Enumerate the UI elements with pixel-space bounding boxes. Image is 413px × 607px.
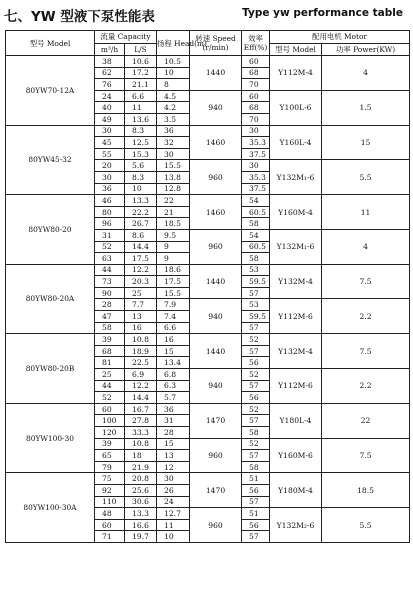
flow-m3h-cell: 52 (95, 392, 125, 404)
motor-model-cell: Y112M-6 (270, 369, 322, 404)
head-cell: 9.5 (157, 229, 190, 241)
flow-m3h-cell: 90 (95, 287, 125, 299)
flow-m3h-cell: 80 (95, 206, 125, 218)
head-cell: 8 (157, 79, 190, 91)
flow-ls-cell: 6.9 (125, 369, 157, 381)
flow-ls-cell: 18 (125, 450, 157, 462)
head-cell: 6.6 (157, 322, 190, 334)
efficiency-cell: 30 (242, 160, 270, 172)
motor-model-cell: Y132M₁-6 (270, 229, 322, 264)
efficiency-cell: 30 (242, 125, 270, 137)
flow-ls-cell: 13.6 (125, 113, 157, 125)
table-row (6, 195, 410, 207)
efficiency-cell: 57 (242, 287, 270, 299)
head-cell: 32 (157, 137, 190, 149)
flow-ls-cell: 30.6 (125, 496, 157, 508)
efficiency-cell: 52 (242, 403, 270, 415)
motor-model-cell: Y180L-4 (270, 403, 322, 438)
flow-m3h-cell: 79 (95, 461, 125, 473)
flow-m3h-cell: 81 (95, 357, 125, 369)
efficiency-cell: 52 (242, 438, 270, 450)
flow-m3h-cell: 68 (95, 345, 125, 357)
efficiency-cell: 59.5 (242, 311, 270, 323)
flow-ls-cell: 14.4 (125, 392, 157, 404)
head-cell: 5.7 (157, 392, 190, 404)
speed-cell: 1460 (190, 125, 242, 160)
efficiency-cell: 54 (242, 195, 270, 207)
efficiency-cell: 51 (242, 473, 270, 485)
head-cell: 16 (157, 334, 190, 346)
flow-ls-cell: 5.6 (125, 160, 157, 172)
flow-m3h-cell: 120 (95, 427, 125, 439)
pump-model-cell: 80YW100-30 (6, 403, 95, 473)
speed-cell: 960 (190, 508, 242, 543)
efficiency-cell: 70 (242, 113, 270, 125)
efficiency-cell: 57 (242, 496, 270, 508)
motor-power-cell: 11 (322, 195, 410, 230)
table-row (6, 473, 410, 485)
efficiency-cell: 53 (242, 264, 270, 276)
flow-m3h-cell: 65 (95, 450, 125, 462)
flow-m3h-cell: 30 (95, 171, 125, 183)
head-cell: 15.5 (157, 287, 190, 299)
efficiency-cell: 57 (242, 531, 270, 543)
header-head: 扬程 Head(m) (157, 31, 190, 56)
flow-m3h-cell: 60 (95, 403, 125, 415)
motor-power-cell: 1.5 (322, 90, 410, 125)
efficiency-cell: 54 (242, 229, 270, 241)
efficiency-cell: 56 (242, 357, 270, 369)
motor-model-cell: Y132M-4 (270, 334, 322, 369)
efficiency-cell: 52 (242, 334, 270, 346)
flow-m3h-cell: 31 (95, 229, 125, 241)
head-cell: 36 (157, 125, 190, 137)
flow-m3h-cell: 39 (95, 438, 125, 450)
flow-ls-cell: 25 (125, 287, 157, 299)
motor-power-cell: 5.5 (322, 508, 410, 543)
flow-m3h-cell: 60 (95, 519, 125, 531)
efficiency-cell: 70 (242, 79, 270, 91)
flow-m3h-cell: 28 (95, 299, 125, 311)
motor-model-cell: Y180M-4 (270, 473, 322, 508)
header-power: 功率 Power(KW) (322, 43, 410, 56)
efficiency-cell: 52 (242, 369, 270, 381)
flow-m3h-cell: 38 (95, 56, 125, 68)
flow-m3h-cell: 55 (95, 148, 125, 160)
table-row (6, 264, 410, 276)
motor-power-cell: 15 (322, 125, 410, 160)
flow-ls-cell: 11 (125, 102, 157, 114)
head-cell: 12 (157, 461, 190, 473)
flow-ls-cell: 25.6 (125, 484, 157, 496)
title-chinese: 七、YW 型液下泵性能表 (4, 9, 155, 25)
flow-m3h-cell: 44 (95, 380, 125, 392)
pump-model-cell: 80YW100-30A (6, 473, 95, 543)
flow-ls-cell: 19.7 (125, 531, 157, 543)
header-motor-model: 型号 Model (270, 43, 322, 56)
efficiency-cell: 57 (242, 450, 270, 462)
table-body (6, 56, 410, 543)
head-cell: 15.5 (157, 160, 190, 172)
motor-model-cell: Y132M₁-6 (270, 160, 322, 195)
speed-cell: 940 (190, 369, 242, 404)
head-cell: 9 (157, 241, 190, 253)
head-cell: 6.3 (157, 380, 190, 392)
flow-ls-cell: 15.3 (125, 148, 157, 160)
efficiency-cell: 57 (242, 380, 270, 392)
flow-ls-cell: 27.8 (125, 415, 157, 427)
flow-ls-cell: 18.9 (125, 345, 157, 357)
pump-model-cell: 80YW80-20A (6, 264, 95, 334)
efficiency-cell: 58 (242, 461, 270, 473)
flow-m3h-cell: 25 (95, 369, 125, 381)
head-cell: 24 (157, 496, 190, 508)
table-row (6, 125, 410, 137)
head-cell: 9 (157, 253, 190, 265)
flow-m3h-cell: 48 (95, 508, 125, 520)
head-cell: 12.8 (157, 183, 190, 195)
header-motor: 配用电机 Motor (270, 31, 410, 44)
efficiency-cell: 56 (242, 484, 270, 496)
head-cell: 13 (157, 450, 190, 462)
flow-m3h-cell: 92 (95, 484, 125, 496)
head-cell: 28 (157, 427, 190, 439)
flow-ls-cell: 8.3 (125, 171, 157, 183)
header-speed: 转速 Speed (r/min) (190, 31, 242, 56)
flow-ls-cell: 20.3 (125, 276, 157, 288)
head-cell: 15 (157, 345, 190, 357)
flow-m3h-cell: 39 (95, 334, 125, 346)
flow-m3h-cell: 110 (95, 496, 125, 508)
motor-model-cell: Y160M-4 (270, 195, 322, 230)
efficiency-cell: 60 (242, 90, 270, 102)
pump-model-cell: 80YW80-20 (6, 195, 95, 265)
efficiency-cell: 68 (242, 67, 270, 79)
speed-cell: 1460 (190, 195, 242, 230)
flow-ls-cell: 22.5 (125, 357, 157, 369)
efficiency-cell: 35.3 (242, 171, 270, 183)
flow-ls-cell: 16.7 (125, 403, 157, 415)
flow-m3h-cell: 63 (95, 253, 125, 265)
speed-cell: 960 (190, 160, 242, 195)
motor-model-cell: Y112M-4 (270, 56, 322, 91)
header-flow-ls: L/S (125, 43, 157, 56)
flow-ls-cell: 21.1 (125, 79, 157, 91)
motor-power-cell: 7.5 (322, 438, 410, 473)
speed-cell: 960 (190, 229, 242, 264)
flow-ls-cell: 17.5 (125, 253, 157, 265)
flow-m3h-cell: 20 (95, 160, 125, 172)
flow-m3h-cell: 75 (95, 473, 125, 485)
efficiency-cell: 56 (242, 392, 270, 404)
head-cell: 4.2 (157, 102, 190, 114)
efficiency-cell: 57 (242, 345, 270, 357)
pump-model-cell: 80YW80-20B (6, 334, 95, 404)
efficiency-cell: 35.3 (242, 137, 270, 149)
head-cell: 13.8 (157, 171, 190, 183)
efficiency-cell: 37.5 (242, 183, 270, 195)
flow-m3h-cell: 58 (95, 322, 125, 334)
pump-model-cell: 80YW70-12A (6, 56, 95, 126)
flow-ls-cell: 13 (125, 311, 157, 323)
head-cell: 6.8 (157, 369, 190, 381)
motor-power-cell: 2.2 (322, 299, 410, 334)
head-cell: 36 (157, 403, 190, 415)
head-cell: 10 (157, 531, 190, 543)
efficiency-cell: 60.5 (242, 206, 270, 218)
table-header (6, 31, 410, 56)
table-row (6, 56, 410, 68)
head-cell: 18.5 (157, 218, 190, 230)
head-cell: 4.5 (157, 90, 190, 102)
flow-m3h-cell: 47 (95, 311, 125, 323)
head-cell: 30 (157, 473, 190, 485)
flow-ls-cell: 33.3 (125, 427, 157, 439)
head-cell: 21 (157, 206, 190, 218)
flow-ls-cell: 10.8 (125, 334, 157, 346)
motor-model-cell: Y132M₂-6 (270, 508, 322, 543)
flow-ls-cell: 16 (125, 322, 157, 334)
motor-power-cell: 2.2 (322, 369, 410, 404)
flow-m3h-cell: 24 (95, 90, 125, 102)
head-cell: 15 (157, 438, 190, 450)
flow-m3h-cell: 76 (95, 79, 125, 91)
speed-cell: 1440 (190, 334, 242, 369)
head-cell: 7.4 (157, 311, 190, 323)
flow-m3h-cell: 44 (95, 264, 125, 276)
flow-ls-cell: 22.2 (125, 206, 157, 218)
motor-power-cell: 4 (322, 56, 410, 91)
head-cell: 18.6 (157, 264, 190, 276)
head-cell: 11 (157, 519, 190, 531)
flow-ls-cell: 21.9 (125, 461, 157, 473)
header-model: 型号 Model (6, 31, 95, 56)
head-cell: 12.7 (157, 508, 190, 520)
flow-m3h-cell: 71 (95, 531, 125, 543)
header-flow: 流量 Capacity (95, 31, 157, 44)
flow-ls-cell: 20.8 (125, 473, 157, 485)
flow-m3h-cell: 73 (95, 276, 125, 288)
pump-model-cell: 80YW45-32 (6, 125, 95, 195)
flow-ls-cell: 6.6 (125, 90, 157, 102)
flow-ls-cell: 12.2 (125, 264, 157, 276)
motor-model-cell: Y112M-6 (270, 299, 322, 334)
motor-power-cell: 7.5 (322, 264, 410, 299)
flow-m3h-cell: 62 (95, 67, 125, 79)
motor-model-cell: Y132M-4 (270, 264, 322, 299)
motor-power-cell: 7.5 (322, 334, 410, 369)
flow-m3h-cell: 45 (95, 137, 125, 149)
head-cell: 10 (157, 67, 190, 79)
flow-m3h-cell: 36 (95, 183, 125, 195)
motor-model-cell: Y100L-6 (270, 90, 322, 125)
motor-power-cell: 22 (322, 403, 410, 438)
head-cell: 22 (157, 195, 190, 207)
title-english: Type yw performance table (242, 7, 403, 19)
efficiency-cell: 60.5 (242, 241, 270, 253)
flow-ls-cell: 7.7 (125, 299, 157, 311)
flow-ls-cell: 16.6 (125, 519, 157, 531)
efficiency-cell: 68 (242, 102, 270, 114)
flow-m3h-cell: 100 (95, 415, 125, 427)
efficiency-cell: 58 (242, 253, 270, 265)
speed-cell: 960 (190, 438, 242, 473)
speed-cell: 1470 (190, 473, 242, 508)
efficiency-cell: 59.5 (242, 276, 270, 288)
flow-ls-cell: 10 (125, 183, 157, 195)
flow-m3h-cell: 30 (95, 125, 125, 137)
efficiency-cell: 58 (242, 427, 270, 439)
head-cell: 13.4 (157, 357, 190, 369)
page-header (4, 2, 409, 28)
efficiency-cell: 56 (242, 519, 270, 531)
efficiency-cell: 60 (242, 56, 270, 68)
table-row (6, 334, 410, 346)
head-cell: 7.9 (157, 299, 190, 311)
motor-model-cell: Y160M-6 (270, 438, 322, 473)
motor-power-cell: 5.5 (322, 160, 410, 195)
flow-ls-cell: 13.3 (125, 195, 157, 207)
flow-m3h-cell: 40 (95, 102, 125, 114)
head-cell: 10.5 (157, 56, 190, 68)
flow-m3h-cell: 52 (95, 241, 125, 253)
head-cell: 17.5 (157, 276, 190, 288)
flow-m3h-cell: 46 (95, 195, 125, 207)
motor-model-cell: Y160L-4 (270, 125, 322, 160)
efficiency-cell: 37.5 (242, 148, 270, 160)
flow-ls-cell: 14.4 (125, 241, 157, 253)
efficiency-cell: 53 (242, 299, 270, 311)
speed-cell: 940 (190, 299, 242, 334)
flow-ls-cell: 10.8 (125, 438, 157, 450)
flow-m3h-cell: 49 (95, 113, 125, 125)
head-cell: 31 (157, 415, 190, 427)
motor-power-cell: 18.5 (322, 473, 410, 508)
speed-cell: 1470 (190, 403, 242, 438)
efficiency-cell: 57 (242, 415, 270, 427)
efficiency-cell: 51 (242, 508, 270, 520)
efficiency-cell: 57 (242, 322, 270, 334)
flow-ls-cell: 12.2 (125, 380, 157, 392)
motor-power-cell: 4 (322, 229, 410, 264)
flow-ls-cell: 26.7 (125, 218, 157, 230)
flow-ls-cell: 12.5 (125, 137, 157, 149)
flow-ls-cell: 17.2 (125, 67, 157, 79)
efficiency-cell: 58 (242, 218, 270, 230)
head-cell: 26 (157, 484, 190, 496)
head-cell: 3.5 (157, 113, 190, 125)
speed-cell: 1440 (190, 264, 242, 299)
head-cell: 30 (157, 148, 190, 160)
performance-table (5, 30, 410, 543)
header-flow-m3h: m³/h (95, 43, 125, 56)
flow-ls-cell: 8.3 (125, 125, 157, 137)
header-efficiency: 效率 Eff(%) (242, 31, 270, 56)
flow-ls-cell: 13.3 (125, 508, 157, 520)
table-row (6, 403, 410, 415)
speed-cell: 940 (190, 90, 242, 125)
flow-m3h-cell: 96 (95, 218, 125, 230)
speed-cell: 1440 (190, 56, 242, 91)
flow-ls-cell: 10.6 (125, 56, 157, 68)
flow-ls-cell: 8.6 (125, 229, 157, 241)
